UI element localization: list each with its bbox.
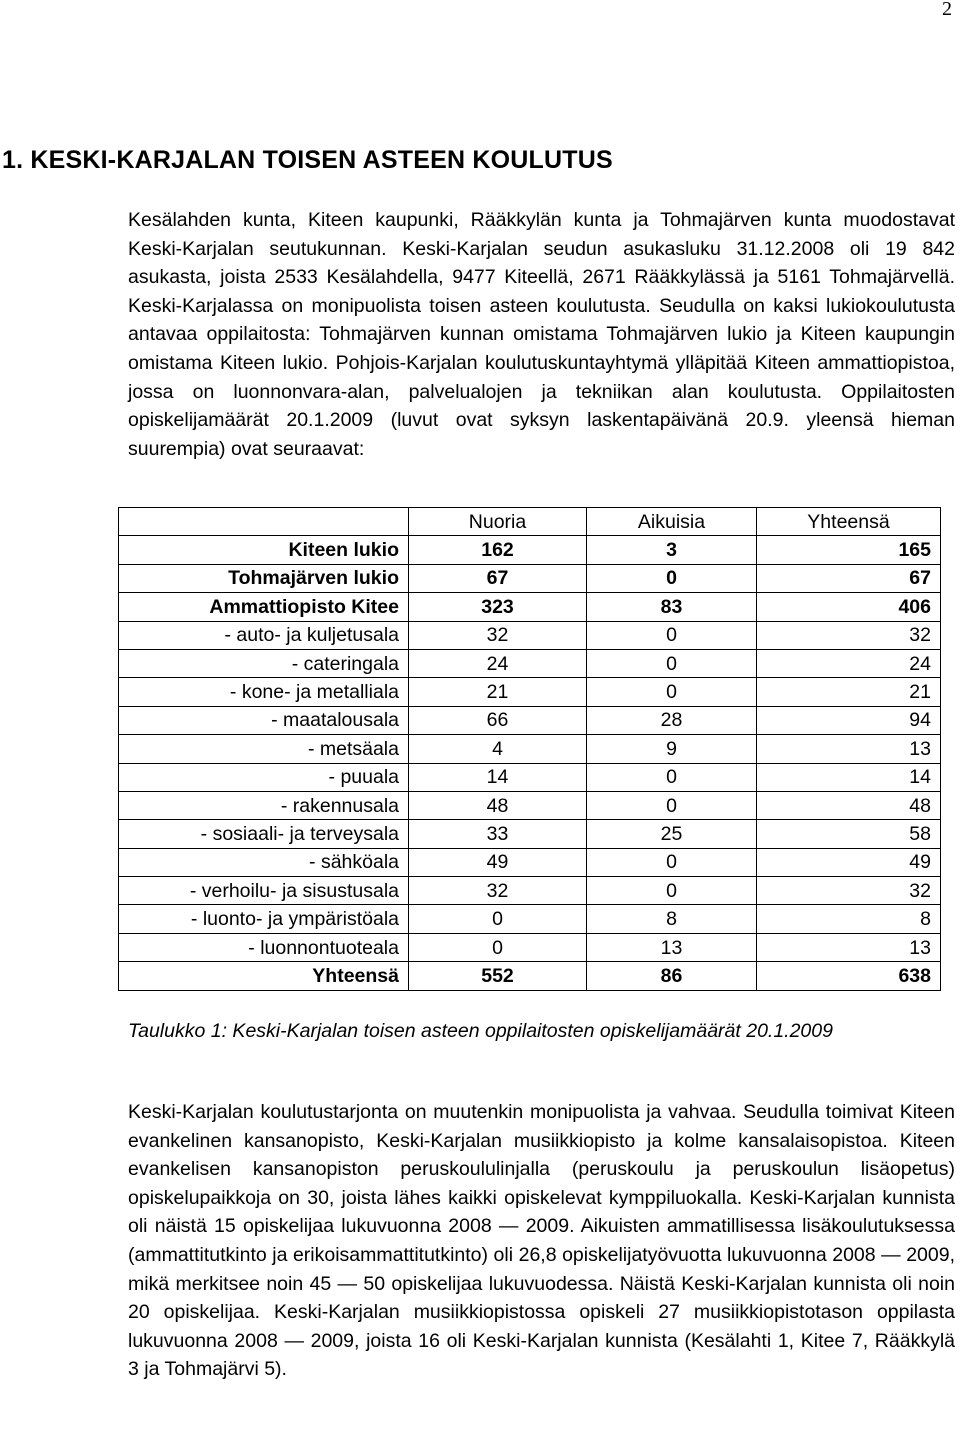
table-body xyxy=(119,536,941,990)
row-label: Yhteensä xyxy=(119,962,409,990)
cell-aikuisia: 0 xyxy=(587,848,757,876)
cell-aikuisia: 13 xyxy=(587,933,757,961)
cell-yhteensa: 24 xyxy=(757,649,941,677)
cell-nuoria: 67 xyxy=(409,564,587,592)
row-label: - sosiaali- ja terveysala xyxy=(119,820,409,848)
intro-paragraph: Kesälahden kunta, Kiteen kaupunki, Rääkkylän kunta ja Tohmajärven kunta muodostavat Keski-Karjalan seutukunnan. Keski-Karjalan seudun asukasluku 31.12.2008 oli 19 842 asukasta, joista 2533 Kesälahdella, 9477 Kiteellä, 2671 Rääkkylässä ja 5161 Tohmajärvellä. Keski-Karjalassa on monipuolista toisen asteen koulutusta. Seudulla on kaksi lukiokoulutusta antavaa oppilaitosta: Tohmajärven kunnan omistama Tohmajärven lukio ja Kiteen kaupungin omistama Kiteen lukio. Pohjois-Karjalan koulutuskuntayhtymä ylläpitää Kiteen ammattiopistoa, jossa on luonnonvara-alan, palvelualojen ja tekniikan alan koulutusta. Oppilaitosten opiskelijamäärät 20.1.2009 (luvut ovat syksyn laskentapäivänä 20.9. yleensä hieman suurempia) ovat seuraavat: xyxy=(128,209,955,460)
cell-nuoria: 4 xyxy=(409,735,587,763)
cell-nuoria: 32 xyxy=(409,621,587,649)
cell-nuoria: 33 xyxy=(409,820,587,848)
cell-yhteensa: 58 xyxy=(757,820,941,848)
cell-aikuisia: 0 xyxy=(587,621,757,649)
cell-yhteensa: 49 xyxy=(757,848,941,876)
cell-nuoria: 21 xyxy=(409,678,587,706)
section-heading: 1. KESKI-KARJALAN TOISEN ASTEEN KOULUTUS xyxy=(2,146,613,174)
table-header-row xyxy=(119,508,941,536)
cell-aikuisia: 8 xyxy=(587,905,757,933)
cell-nuoria: 24 xyxy=(409,649,587,677)
row-label: - puuala xyxy=(119,763,409,791)
table-row xyxy=(119,962,941,990)
cell-nuoria: 323 xyxy=(409,593,587,621)
cell-aikuisia: 25 xyxy=(587,820,757,848)
table-row xyxy=(119,848,941,876)
outro-paragraph: Keski-Karjalan koulutustarjonta on muutenkin monipuolista ja vahvaa. Seudulla toimivat Kiteen evankelinen kansanopisto, Keski-Karjalan musiikkiopisto ja kolme kansalaisopistoa. Kiteen evankelisen kansanopiston peruskoululinjalla (peruskoulu ja peruskoulun lisäopetus) opiskelupaikkoja on 30, joista lähes kaikki opiskelevat kymppiluokalla. Keski-Karjalan kunnista oli näistä 15 opiskelijaa lukuvuonna 2008 — 2009. Aikuisten ammatillisessa lisäkoulutuksessa (ammattitutkinto ja erikoisammattitutkinto) oli 26,8 opiskelijatyövuotta lukuvuonna 2008 — 2009, mikä merkitsee noin 45 — 50 opiskelijaa lukuvuodessa. Näistä Keski-Karjalan kunnista oli noin 20 opiskelijaa. Keski-Karjalan musiikkiopistossa opiskeli 27 musiikkiopistotason oppilasta lukuvuonna 2008 — 2009, joista 16 oli Keski-Karjalan kunnista (Kesälahti 1, Kitee 7, Rääkkylä 3 ja Tohmajärvi 5). xyxy=(128,1101,955,1381)
cell-yhteensa: 638 xyxy=(757,962,941,990)
table-row xyxy=(119,649,941,677)
student-count-table xyxy=(118,507,941,991)
cell-aikuisia: 86 xyxy=(587,962,757,990)
cell-aikuisia: 0 xyxy=(587,763,757,791)
cell-yhteensa: 32 xyxy=(757,621,941,649)
cell-nuoria: 552 xyxy=(409,962,587,990)
table-row xyxy=(119,791,941,819)
cell-nuoria: 49 xyxy=(409,848,587,876)
table-row xyxy=(119,877,941,905)
table-caption: Taulukko 1: Keski-Karjalan toisen asteen oppilaitosten opiskelijamäärät 20.1.2009 xyxy=(128,1020,833,1042)
cell-aikuisia: 83 xyxy=(587,593,757,621)
cell-aikuisia: 0 xyxy=(587,564,757,592)
cell-yhteensa: 165 xyxy=(757,536,941,564)
row-label: - kone- ja metalliala xyxy=(119,678,409,706)
header-nuoria: Nuoria xyxy=(409,508,587,536)
table-row xyxy=(119,905,941,933)
table-row xyxy=(119,820,941,848)
table-row xyxy=(119,735,941,763)
row-label: - metsäala xyxy=(119,735,409,763)
page-number: 2 xyxy=(942,0,952,20)
row-label: - luonnontuoteala xyxy=(119,933,409,961)
cell-yhteensa: 8 xyxy=(757,905,941,933)
row-label: - maatalousala xyxy=(119,706,409,734)
cell-yhteensa: 13 xyxy=(757,933,941,961)
header-aikuisia: Aikuisia xyxy=(587,508,757,536)
cell-yhteensa: 13 xyxy=(757,735,941,763)
cell-aikuisia: 0 xyxy=(587,877,757,905)
row-label: - luonto- ja ympäristöala xyxy=(119,905,409,933)
cell-aikuisia: 0 xyxy=(587,791,757,819)
cell-yhteensa: 94 xyxy=(757,706,941,734)
cell-aikuisia: 0 xyxy=(587,678,757,706)
row-label: Kiteen lukio xyxy=(119,536,409,564)
table-row xyxy=(119,763,941,791)
cell-aikuisia: 28 xyxy=(587,706,757,734)
table-row xyxy=(119,706,941,734)
cell-nuoria: 0 xyxy=(409,933,587,961)
row-label: Tohmajärven lukio xyxy=(119,564,409,592)
row-label: - auto- ja kuljetusala xyxy=(119,621,409,649)
header-empty xyxy=(119,508,409,536)
table-row xyxy=(119,621,941,649)
cell-nuoria: 162 xyxy=(409,536,587,564)
table-row xyxy=(119,593,941,621)
cell-aikuisia: 3 xyxy=(587,536,757,564)
table-row xyxy=(119,536,941,564)
cell-nuoria: 32 xyxy=(409,877,587,905)
table-row xyxy=(119,678,941,706)
cell-yhteensa: 21 xyxy=(757,678,941,706)
cell-yhteensa: 406 xyxy=(757,593,941,621)
cell-nuoria: 0 xyxy=(409,905,587,933)
cell-nuoria: 66 xyxy=(409,706,587,734)
cell-yhteensa: 48 xyxy=(757,791,941,819)
cell-yhteensa: 32 xyxy=(757,877,941,905)
row-label: - sähköala xyxy=(119,848,409,876)
row-label: Ammattiopisto Kitee xyxy=(119,593,409,621)
table-row xyxy=(119,933,941,961)
row-label: - verhoilu- ja sisustusala xyxy=(119,877,409,905)
cell-yhteensa: 67 xyxy=(757,564,941,592)
cell-yhteensa: 14 xyxy=(757,763,941,791)
cell-aikuisia: 9 xyxy=(587,735,757,763)
cell-aikuisia: 0 xyxy=(587,649,757,677)
cell-nuoria: 14 xyxy=(409,763,587,791)
row-label: - cateringala xyxy=(119,649,409,677)
header-yhteensa: Yhteensä xyxy=(757,508,941,536)
row-label: - rakennusala xyxy=(119,791,409,819)
table-row xyxy=(119,564,941,592)
cell-nuoria: 48 xyxy=(409,791,587,819)
